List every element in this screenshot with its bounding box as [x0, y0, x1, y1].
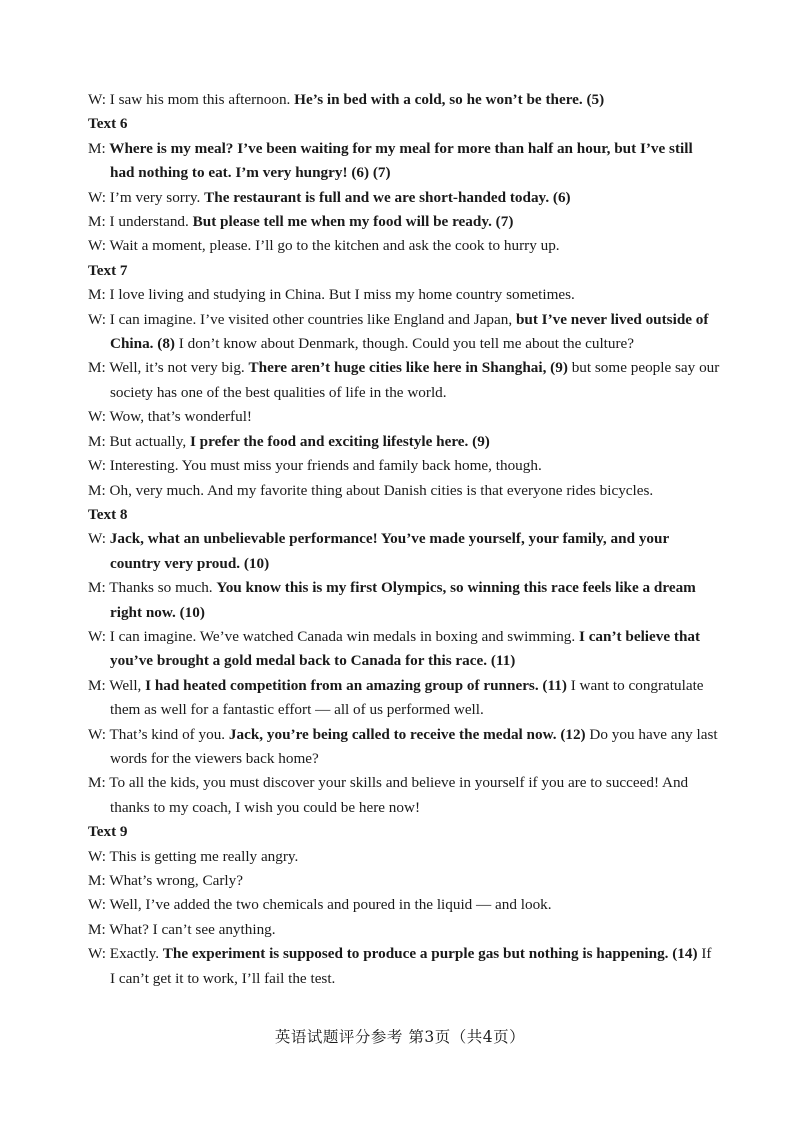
answer-key-text: You know this is my first Olympics, so winning this race feels like a dream right now. (10)	[110, 579, 696, 621]
speaker-label: M:	[88, 286, 106, 304]
dialogue-text: Wait a moment, please. I’ll go to the kitchen and ask the cook to hurry up.	[106, 237, 560, 255]
speaker-label: W:	[88, 725, 106, 743]
dialogue-text: I can imagine. We’ve watched Canada win medals in boxing and swimming.	[106, 627, 579, 645]
speaker-label: M:	[88, 920, 106, 938]
dialogue-text: I love living and studying in China. But I miss my home country sometimes.	[105, 286, 575, 304]
section-heading: Text 7	[88, 261, 128, 279]
dialogue-text: Well, it’s not very big.	[105, 359, 249, 377]
speaker-label: M:	[88, 579, 106, 597]
dialogue-text: What? I can’t see anything.	[105, 920, 276, 938]
dialogue-turn	[88, 845, 720, 869]
answer-key-text: Jack, what an unbelievable performance! You’ve made yourself, your family, and your country very proud. (10)	[106, 530, 669, 572]
document-body	[88, 88, 720, 991]
dialogue-text: I’m very sorry.	[106, 188, 205, 206]
answer-key-text: But please tell me when my food will be ready. (7)	[192, 213, 514, 231]
dialogue-turn	[88, 88, 720, 112]
dialogue-text: Well, I’ve added the two chemicals and poured in the liquid — and look.	[106, 896, 552, 914]
dialogue-text: I don’t know about Denmark, though. Could you tell me about the culture?	[174, 335, 635, 353]
dialogue-text: but some people say our society has one of the best qualities of life in the world.	[110, 359, 720, 401]
dialogue-turn	[88, 918, 720, 942]
section-heading: Text 6	[88, 115, 128, 133]
section-heading: Text 8	[88, 505, 128, 523]
speaker-label: M:	[88, 432, 106, 450]
dialogue-text: That’s kind of you.	[106, 725, 229, 743]
dialogue-turn	[88, 210, 720, 234]
dialogue-text: To all the kids, you must discover your skills and believe in yourself if you are to succeed! And thanks to my coach, I wish you could be here now!	[105, 774, 689, 816]
answer-key-text: I can’t believe that you’ve brought a gold medal back to Canada for this race. (11)	[110, 627, 701, 670]
dialogue-turn	[88, 356, 720, 405]
dialogue-turn	[88, 308, 720, 357]
dialogue-text: This is getting me really angry.	[106, 847, 299, 865]
dialogue-text: I understand.	[105, 213, 193, 231]
dialogue-text: I can imagine. I’ve visited other countries like England and Japan,	[106, 310, 516, 328]
speaker-label: W:	[88, 847, 106, 865]
dialogue-turn	[88, 454, 720, 478]
dialogue-text: Exactly.	[106, 945, 163, 963]
dialogue-turn	[88, 527, 720, 576]
speaker-label: W:	[88, 457, 106, 475]
speaker-label: M:	[88, 359, 106, 377]
dialogue-turn	[88, 576, 720, 625]
answer-key-text: There aren’t huge cities like here in Shanghai, (9)	[248, 359, 568, 377]
dialogue-turn	[88, 137, 720, 186]
dialogue-text: Oh, very much. And my favorite thing about Danish cities is that everyone rides bicycles.	[105, 481, 654, 499]
dialogue-turn	[88, 625, 720, 674]
dialogue-turn	[88, 893, 720, 917]
answer-key-text: The experiment is supposed to produce a purple gas but nothing is happening. (14)	[162, 945, 698, 963]
answer-key-text: I prefer the food and exciting lifestyle here. (9)	[189, 432, 490, 450]
dialogue-text: What’s wrong, Carly?	[105, 872, 243, 889]
dialogue-turn	[88, 283, 720, 307]
speaker-label: W:	[88, 310, 106, 328]
dialogue-turn	[88, 186, 720, 210]
speaker-label: M:	[88, 872, 106, 889]
dialogue-turn	[88, 723, 720, 772]
answer-key-text: Where is my meal? I’ve been waiting for my meal for more than half an hour, but I’ve still had nothing to eat. I’m very hungry! (6) (7)	[105, 139, 693, 182]
dialogue-turn	[88, 942, 720, 991]
speaker-label: M:	[88, 213, 106, 231]
answer-key-text: He’s in bed with a cold, so he won’t be there. (5)	[294, 91, 605, 108]
page-footer: 英语试题评分参考 第3页（共4页）	[274, 1028, 526, 1046]
dialogue-text: But actually,	[105, 432, 190, 450]
speaker-label: W:	[88, 945, 106, 963]
dialogue-text: I saw his mom this afternoon.	[106, 91, 295, 108]
dialogue-text: Well,	[105, 676, 146, 694]
answer-key-text: but I’ve never lived outside of China. (8)	[110, 310, 709, 353]
speaker-label: W:	[88, 530, 106, 548]
dialogue-turn	[88, 771, 720, 820]
dialogue-text: Do you have any last words for the viewers back home?	[110, 725, 718, 767]
dialogue-turn	[88, 479, 720, 503]
section-heading: Text 9	[88, 823, 128, 841]
speaker-label: M:	[88, 139, 106, 157]
speaker-label: W:	[88, 188, 106, 206]
answer-key-text: The restaurant is full and we are short-handed today. (6)	[204, 188, 571, 206]
speaker-label: W:	[88, 237, 106, 255]
answer-key-text: Jack, you’re being called to receive the medal now. (12)	[228, 725, 586, 743]
dialogue-turn	[88, 674, 720, 723]
dialogue-text: Wow, that’s wonderful!	[106, 408, 252, 426]
speaker-label: W:	[88, 627, 106, 645]
speaker-label: W:	[88, 408, 106, 426]
speaker-label: M:	[88, 481, 106, 499]
speaker-label: W:	[88, 91, 106, 108]
dialogue-text: I want to congratulate them as well for a fantastic effort — all of us performed well.	[110, 676, 704, 719]
dialogue-text: Interesting. You must miss your friends and family back home, though.	[106, 457, 542, 475]
speaker-label: W:	[88, 896, 106, 914]
dialogue-turn	[88, 430, 720, 454]
answer-key-text: I had heated competition from an amazing group of runners. (11)	[145, 676, 567, 694]
speaker-label: M:	[88, 774, 106, 792]
dialogue-turn	[88, 869, 720, 893]
dialogue-turn	[88, 234, 720, 258]
dialogue-text: If I can’t get it to work, I’ll fail the test.	[110, 945, 712, 987]
speaker-label: M:	[88, 676, 106, 694]
dialogue-turn	[88, 405, 720, 429]
dialogue-text: Thanks so much.	[105, 579, 217, 597]
